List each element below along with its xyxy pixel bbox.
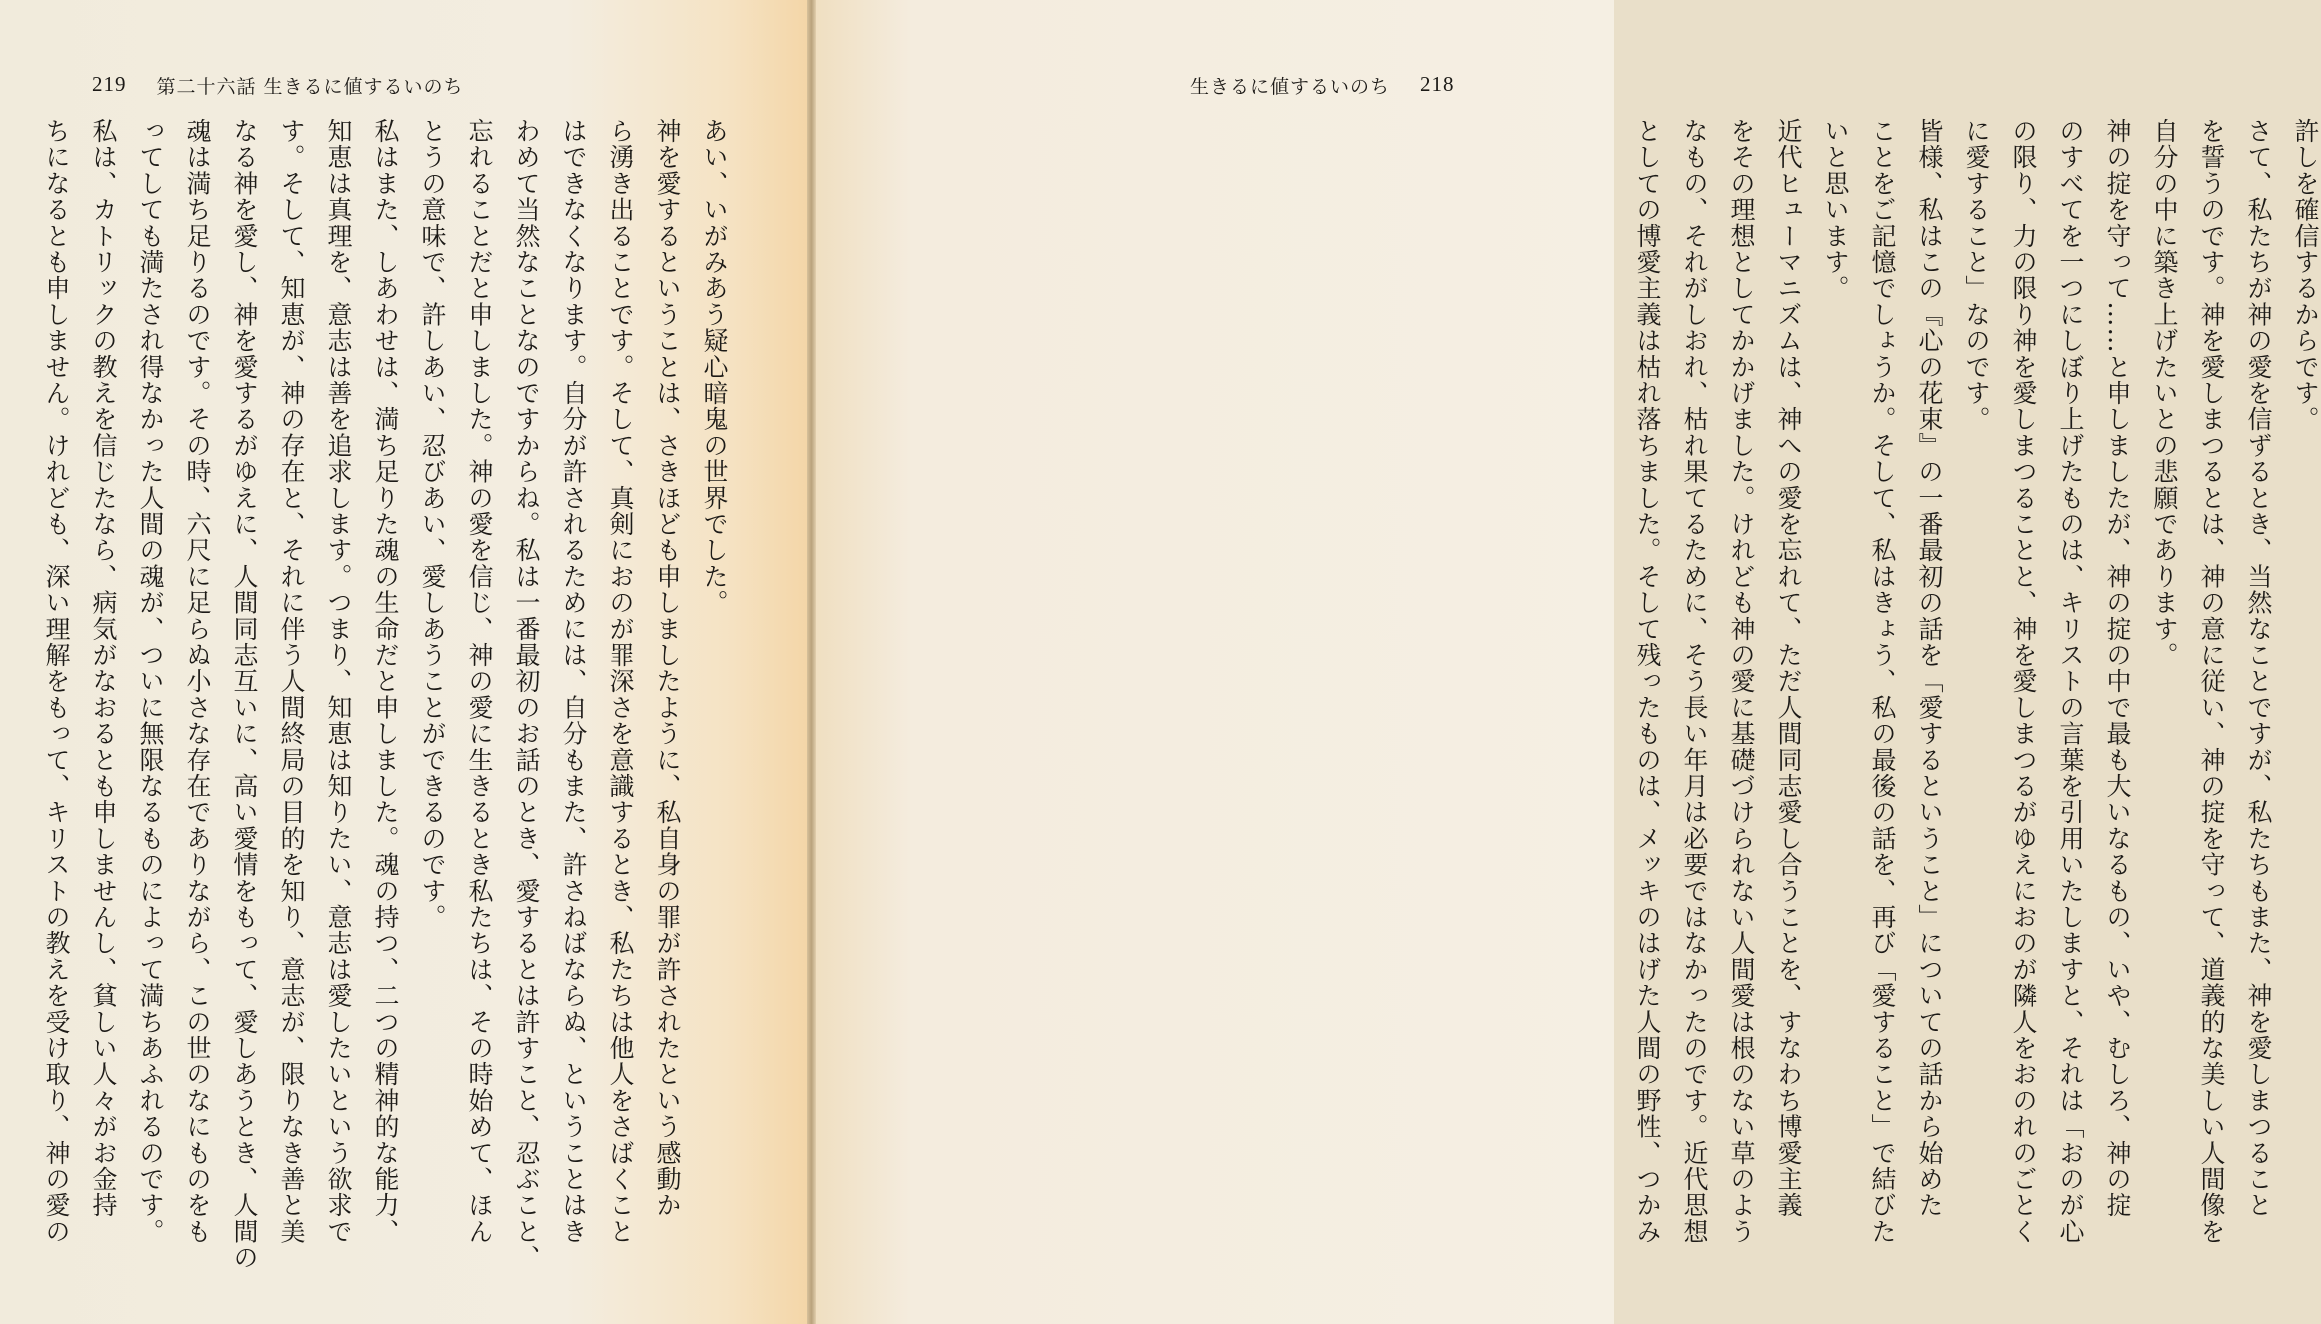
text-line: 神の掟を守って……と申しましたが、神の掟の中で最も大いなるもの、いや、むしろ、神の掟 bbox=[2103, 118, 2132, 1219]
text-line: としての博愛主義は枯れ落ちました。そして残ったものは、メッキのはげた人間の野性、つかみ bbox=[1633, 118, 1662, 1245]
text-line: 私はまた、しあわせは、満ち足りた魂の生命だと申しました。魂の持つ、二つの精神的な能力、 bbox=[371, 118, 400, 1245]
text-line: を誓うのです。神を愛しまつるとは、神の意に従い、神の掟を守って、道義的な美しい人間像を bbox=[2197, 118, 2226, 1245]
text-line: 忘れることだと申しました。神の愛を信じ、神の愛に生きるとき私たちは、その時始めて、ほん bbox=[465, 118, 494, 1245]
right-body-text bbox=[1633, 118, 2321, 1245]
text-line: す。そして、知恵が、神の存在と、それに伴う人間終局の目的を知り、意志が、限りなき善と美 bbox=[277, 118, 306, 1245]
left-page-number: 219 bbox=[92, 72, 127, 96]
left-page-header bbox=[92, 72, 464, 99]
text-line: 近代ヒューマニズムは、神への愛を忘れて、ただ人間同志愛し合うことを、すなわち博愛主義 bbox=[1774, 118, 1803, 1219]
text-line: に愛すること」なのです。 bbox=[1962, 118, 1991, 433]
left-running-head: 第二十六話 生きるに値するいのち bbox=[156, 76, 464, 98]
right-running-head: 生きるに値するいのち bbox=[1190, 76, 1391, 98]
text-line: のすべてを一つにしぼり上げたものは、キリストの言葉を引用いたしますと、それは「おのが心 bbox=[2056, 118, 2085, 1245]
text-line: 神を愛するということは、さきほども申しましたように、私自身の罪が許されたという感動か bbox=[653, 118, 682, 1219]
right-page-number: 218 bbox=[1420, 72, 1455, 96]
left-body-text bbox=[42, 118, 730, 1271]
text-line: はできなくなります。自分が許されるためには、自分もまた、許さねばならぬ、ということはき bbox=[559, 118, 588, 1245]
text-line: ってしても満たされ得なかった人間の魂が、ついに無限なるものによって満ちあふれるのです。 bbox=[136, 118, 165, 1245]
text-line: ちになるとも申しません。けれども、深い理解をもって、キリストの教えを受け取り、神の愛の bbox=[42, 118, 71, 1245]
text-line: をその理想としてかかげました。けれども神の愛に基礎づけられない人間愛は根のない草のよう bbox=[1727, 118, 1756, 1245]
text-line: ら湧き出ることです。そして、真剣におのが罪深さを意識するとき、私たちは他人をさばくこと bbox=[606, 118, 635, 1245]
text-line: いと思います。 bbox=[1821, 118, 1850, 302]
text-line: ことをご記憶でしょうか。そして、私はきょう、私の最後の話を、再び「愛すること」で結びた bbox=[1868, 118, 1897, 1245]
book-gutter bbox=[807, 0, 816, 1324]
text-line: 自分の中に築き上げたいとの悲願であります。 bbox=[2150, 118, 2179, 669]
text-line: なもの、それがしおれ、枯れ果てるために、そう長い年月は必要ではなかったのです。近代思想 bbox=[1680, 118, 1709, 1245]
text-line: あい、いがみあう疑心暗鬼の世界でした。 bbox=[700, 118, 729, 616]
text-line: 許しを確信するからです。 bbox=[2291, 118, 2320, 433]
text-line: とうの意味で、許しあい、忍びあい、愛しあうことができるのです。 bbox=[418, 118, 447, 931]
text-line: の限り、力の限り神を愛しまつることと、神を愛しまつるがゆえにおのが隣人をおのれのごとく bbox=[2009, 118, 2038, 1245]
text-line: 知恵は真理を、意志は善を追求します。つまり、知恵は知りたい、意志は愛したいという欲求で bbox=[324, 118, 353, 1245]
right-page bbox=[816, 0, 2320, 1324]
text-line: 魂は満ち足りるのです。その時、六尺に足らぬ小さな存在でありながら、この世のなにものをも bbox=[183, 118, 212, 1245]
text-line: 皆様、私はこの『心の花束』の一番最初の話を「愛するということ」についての話から始めた bbox=[1915, 118, 1944, 1219]
text-line: なる神を愛し、神を愛するがゆえに、人間同志互いに、高い愛情をもって、愛しあうとき、人間の bbox=[230, 118, 259, 1271]
right-page-header bbox=[1190, 72, 1455, 99]
text-line: 私は、カトリックの教えを信じたなら、病気がなおるとも申しませんし、貧しい人々がお金持 bbox=[89, 118, 118, 1219]
text-line: わめて当然なことなのですからね。私は一番最初のお話のとき、愛するとは許すこと、忍ぶこと、 bbox=[512, 118, 541, 1271]
left-page bbox=[0, 0, 807, 1324]
text-line: さて、私たちが神の愛を信ずるとき、当然なことですが、私たちもまた、神を愛しまつること bbox=[2244, 118, 2273, 1219]
